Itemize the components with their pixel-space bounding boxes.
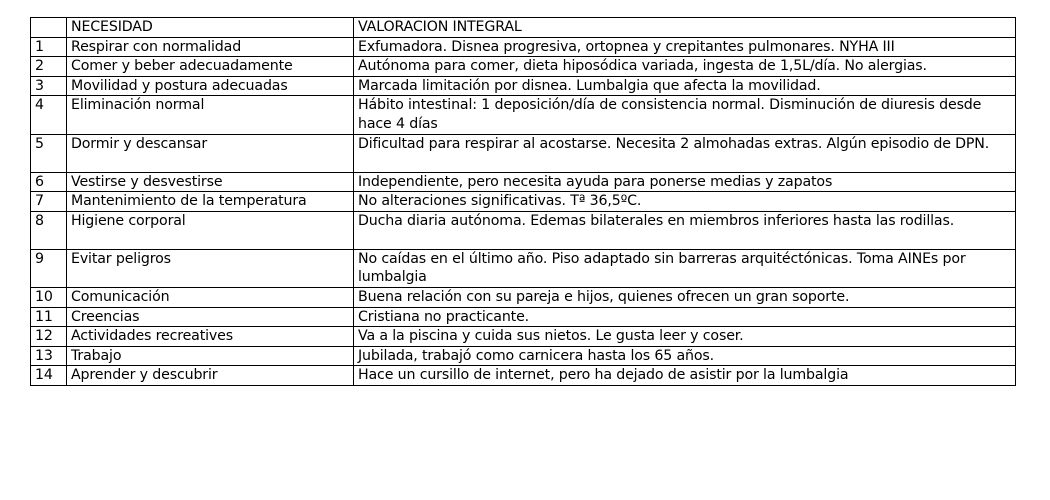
header-valoracion: VALORACION INTEGRAL <box>354 18 1016 38</box>
document-area <box>30 17 1016 386</box>
necesidad-cell: Movilidad y postura adecuadas <box>67 76 354 96</box>
valoracion-cell: Buena relación con su pareja e hijos, quienes ofrecen un gran soporte. <box>354 287 1016 307</box>
table-row <box>31 346 1016 366</box>
necesidad-cell: Comer y beber adecuadamente <box>67 57 354 77</box>
row-number: 12 <box>31 327 67 347</box>
table-row <box>31 134 1016 172</box>
necesidad-cell: Higiene corporal <box>67 211 354 249</box>
table-row <box>31 57 1016 77</box>
row-number: 10 <box>31 287 67 307</box>
valoracion-cell: Cristiana no practicante. <box>354 307 1016 327</box>
valoracion-cell: Hace un cursillo de internet, pero ha dejado de asistir por la lumbalgia <box>354 366 1016 386</box>
table-row <box>31 249 1016 287</box>
table-row <box>31 172 1016 192</box>
row-number: 13 <box>31 346 67 366</box>
row-number: 11 <box>31 307 67 327</box>
row-number: 14 <box>31 366 67 386</box>
necesidad-cell: Evitar peligros <box>67 249 354 287</box>
valoracion-cell: Marcada limitación por disnea. Lumbalgia que afecta la movilidad. <box>354 76 1016 96</box>
table-row <box>31 327 1016 347</box>
row-number: 1 <box>31 37 67 57</box>
valoracion-cell: Jubilada, trabajó como carnicera hasta los 65 años. <box>354 346 1016 366</box>
necesidad-cell: Creencias <box>67 307 354 327</box>
necesidad-cell: Eliminación normal <box>67 96 354 134</box>
table-row <box>31 287 1016 307</box>
row-number: 5 <box>31 134 67 172</box>
valoracion-table <box>30 17 1016 386</box>
table-row <box>31 37 1016 57</box>
header-number-cell <box>31 18 67 38</box>
valoracion-cell: No alteraciones significativas. Tª 36,5ºC. <box>354 192 1016 212</box>
row-number: 3 <box>31 76 67 96</box>
necesidad-cell: Trabajo <box>67 346 354 366</box>
row-number: 6 <box>31 172 67 192</box>
row-number: 9 <box>31 249 67 287</box>
row-number: 2 <box>31 57 67 77</box>
valoracion-cell: Hábito intestinal: 1 deposición/día de consistencia normal. Disminución de diuresis desde hace 4 días <box>354 96 1016 134</box>
necesidad-cell: Mantenimiento de la temperatura <box>67 192 354 212</box>
valoracion-cell: Exfumadora. Disnea progresiva, ortopnea y crepitantes pulmonares. NYHA III <box>354 37 1016 57</box>
table-row <box>31 76 1016 96</box>
header-row <box>31 18 1016 38</box>
table-row <box>31 96 1016 134</box>
row-number: 7 <box>31 192 67 212</box>
header-necesidad: NECESIDAD <box>67 18 354 38</box>
necesidad-cell: Vestirse y desvestirse <box>67 172 354 192</box>
table-row <box>31 307 1016 327</box>
necesidad-cell: Actividades recreatives <box>67 327 354 347</box>
valoracion-cell: Dificultad para respirar al acostarse. Necesita 2 almohadas extras. Algún episodio de DPN. <box>354 134 1016 172</box>
valoracion-cell: Va a la piscina y cuida sus nietos. Le gusta leer y coser. <box>354 327 1016 347</box>
necesidad-cell: Respirar con normalidad <box>67 37 354 57</box>
necesidad-cell: Comunicación <box>67 287 354 307</box>
row-number: 4 <box>31 96 67 134</box>
row-number: 8 <box>31 211 67 249</box>
table-row <box>31 366 1016 386</box>
valoracion-cell: Independiente, pero necesita ayuda para ponerse medias y zapatos <box>354 172 1016 192</box>
valoracion-cell: Ducha diaria autónoma. Edemas bilaterales en miembros inferiores hasta las rodillas. <box>354 211 1016 249</box>
table-row <box>31 192 1016 212</box>
necesidad-cell: Dormir y descansar <box>67 134 354 172</box>
table-row <box>31 211 1016 249</box>
necesidad-cell: Aprender y descubrir <box>67 366 354 386</box>
valoracion-cell: Autónoma para comer, dieta hiposódica variada, ingesta de 1,5L/día. No alergias. <box>354 57 1016 77</box>
valoracion-cell: No caídas en el último año. Piso adaptado sin barreras arquitéctónicas. Toma AINEs por lumbalgia <box>354 249 1016 287</box>
